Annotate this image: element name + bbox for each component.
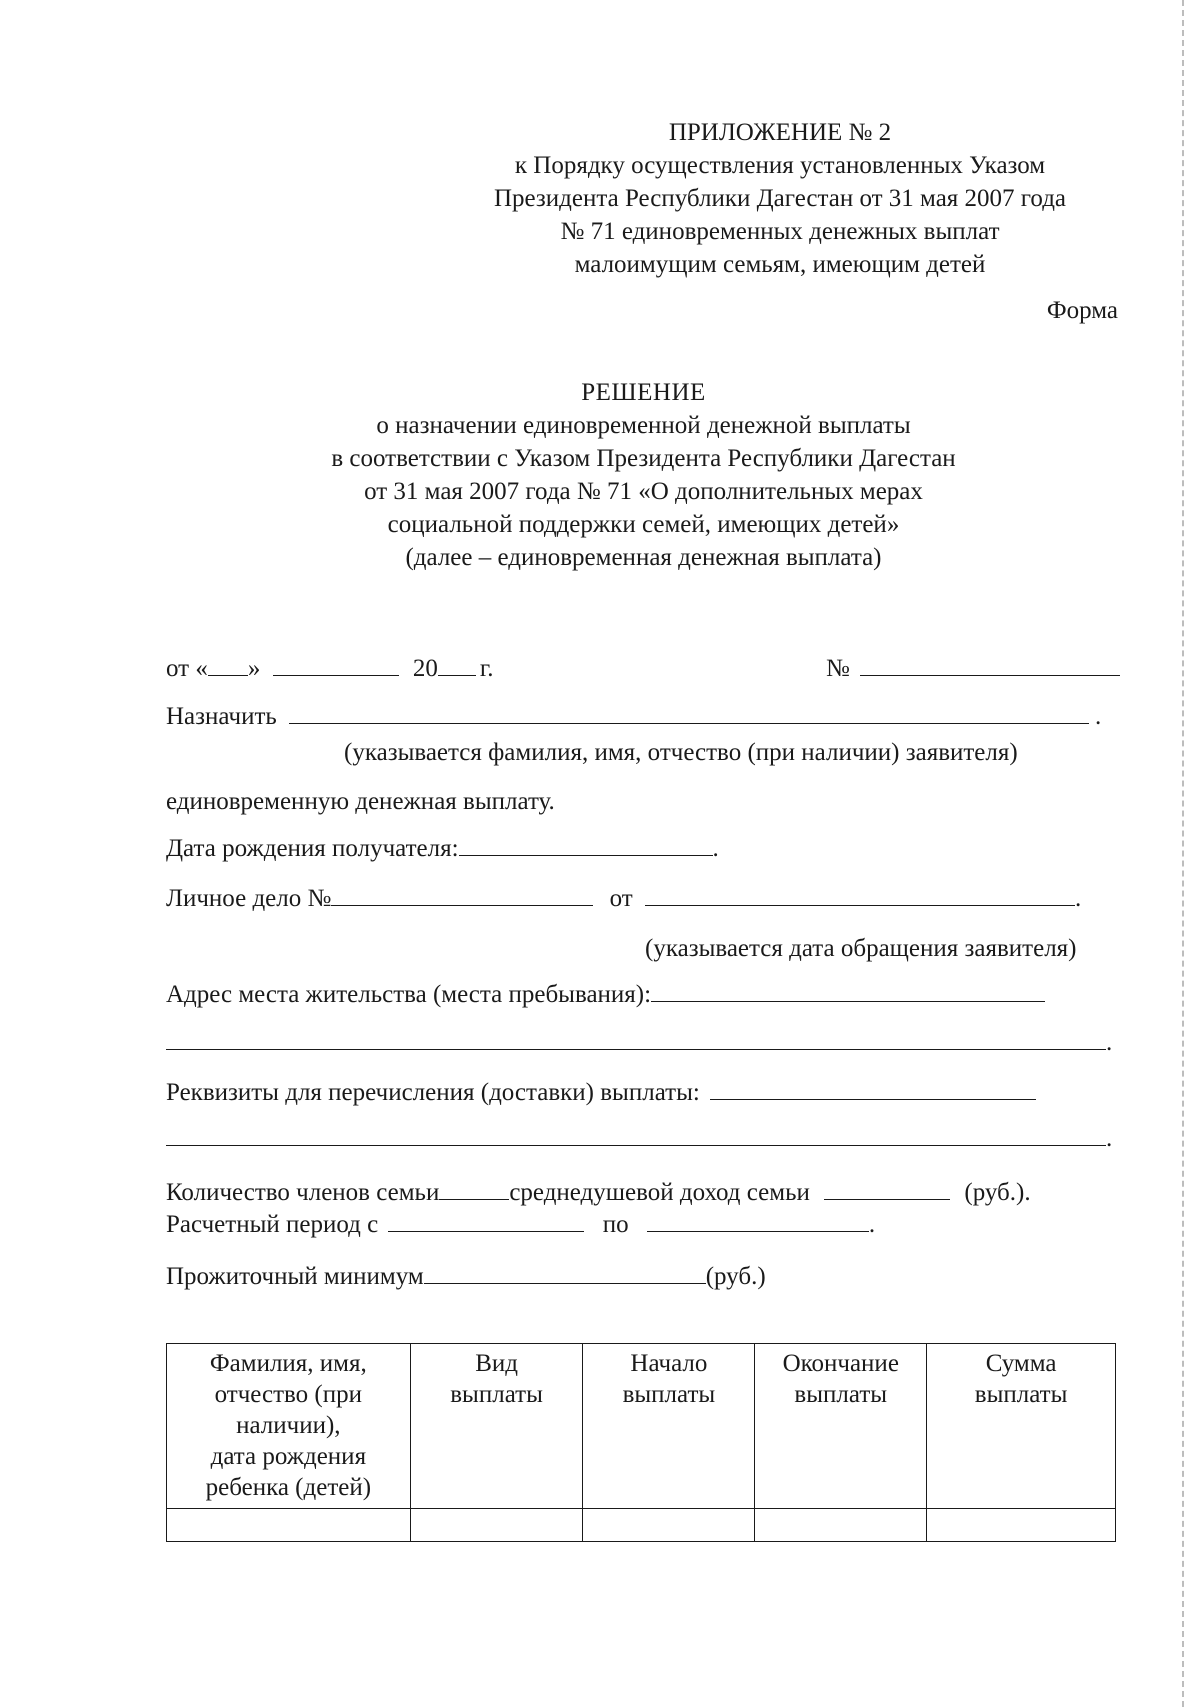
family-count-blank[interactable] (439, 1198, 509, 1200)
requisites-period: . (1106, 1125, 1113, 1152)
header-line: выплаты (794, 1381, 888, 1408)
number-blank[interactable] (860, 674, 1120, 676)
requisites-label: Реквизиты для перечисления (доставки) выплаты: (166, 1079, 700, 1106)
rub-suffix: (руб.). (964, 1179, 1031, 1206)
col-header-payment-type (410, 1344, 583, 1509)
period-start-blank[interactable] (388, 1230, 584, 1232)
table-row (167, 1509, 1116, 1542)
address-label: Адрес места жительства (места пребывания): (166, 981, 652, 1008)
assign-label: Назначить (166, 703, 277, 730)
period-end-blank[interactable] (647, 1230, 869, 1232)
requisites-blank-2[interactable] (166, 1144, 1106, 1146)
header-line: выплаты (974, 1381, 1068, 1408)
birth-date-blank[interactable] (459, 854, 713, 856)
date-prefix: от « (166, 655, 208, 682)
applicant-name-blank[interactable] (289, 722, 1089, 724)
header-line: Вид (475, 1350, 518, 1377)
appendix-line: Президента Республики Дагестан от 31 мая 2007 года (493, 185, 1067, 212)
birth-period: . (712, 835, 719, 862)
minimum-row (166, 1264, 766, 1289)
date-year: 20 (412, 655, 438, 682)
day-blank[interactable] (208, 674, 248, 676)
minimum-label: Прожиточный минимум (166, 1263, 424, 1290)
payment-text: единовременную денежная выплату. (166, 788, 555, 815)
period-dot: . (868, 1211, 876, 1238)
title-line: в соответствии с Указом Президента Республики Дагестан (331, 445, 956, 472)
minimum-rub: (руб.) (705, 1263, 766, 1290)
header-line: выплаты (622, 1381, 716, 1408)
header-line: Сумма (985, 1350, 1057, 1377)
case-number-blank[interactable] (331, 904, 593, 906)
number-row (826, 656, 1120, 681)
case-date-blank[interactable] (645, 904, 1075, 906)
case-from: от (609, 885, 633, 912)
table-header-row (167, 1344, 1116, 1509)
assign-row (166, 704, 1101, 729)
document-title (0, 376, 1200, 574)
title-line: от 31 мая 2007 года № 71 «О дополнительных мерах (364, 478, 923, 505)
col-header-payment-start (583, 1344, 755, 1509)
address-period: . (1106, 1029, 1113, 1056)
case-label: Личное дело № (166, 885, 332, 912)
assign-period: . (1095, 703, 1102, 730)
col-header-payment-amount (927, 1344, 1116, 1509)
year-blank[interactable] (438, 674, 476, 676)
address-row-2 (166, 1030, 1112, 1055)
birth-label: Дата рождения получателя: (166, 835, 459, 862)
case-period: . (1074, 885, 1082, 912)
payments-table (166, 1343, 1116, 1542)
title-heading: РЕШЕНИЕ (581, 379, 706, 406)
date-row (166, 656, 494, 681)
case-row (166, 886, 1081, 911)
appendix-title: ПРИЛОЖЕНИЕ № 2 (668, 119, 892, 146)
period-to: по (602, 1211, 629, 1238)
date-quote-close: » (247, 655, 261, 682)
requisites-blank[interactable] (710, 1098, 1036, 1100)
table-cell[interactable] (927, 1509, 1116, 1542)
assign-hint: (указывается фамилия, имя, отчество (при наличии) заявителя) (344, 739, 1018, 766)
month-blank[interactable] (273, 674, 399, 676)
birth-row (166, 836, 719, 861)
address-blank-2[interactable] (166, 1048, 1106, 1050)
col-header-payment-end (755, 1344, 927, 1509)
appendix-line: № 71 единовременных денежных выплат (560, 218, 1000, 245)
header-line: наличии), (236, 1412, 341, 1439)
family-label: Количество членов семьи (166, 1179, 440, 1206)
header-line: Окончание (782, 1350, 899, 1377)
income-label: среднедушевой доход семьи (509, 1179, 810, 1206)
income-blank[interactable] (824, 1198, 950, 1200)
family-row (166, 1180, 1031, 1205)
header-line: отчество (при (214, 1381, 363, 1408)
col-header-child (167, 1344, 411, 1509)
appendix-line: к Порядку осуществления установленных Указом (514, 152, 1046, 179)
title-line: (далее – единовременная денежная выплата) (405, 544, 882, 571)
header-line: Фамилия, имя, (209, 1350, 367, 1377)
number-label: № (826, 655, 850, 682)
scan-edge (1182, 0, 1200, 1707)
case-hint: (указывается дата обращения заявителя) (645, 935, 1077, 962)
table-cell[interactable] (755, 1509, 927, 1542)
requisites-row-2 (166, 1126, 1112, 1151)
title-line: о назначении единовременной денежной выплаты (376, 412, 911, 439)
header-line: ребенка (детей) (205, 1474, 372, 1501)
requisites-row (166, 1080, 1036, 1105)
appendix-header (440, 116, 1120, 281)
header-line: Начало (630, 1350, 708, 1377)
address-row (166, 982, 1045, 1007)
period-row (166, 1212, 875, 1237)
address-blank[interactable] (651, 1000, 1045, 1002)
minimum-blank[interactable] (424, 1282, 706, 1284)
table-cell[interactable] (167, 1509, 411, 1542)
header-line: дата рождения (210, 1443, 367, 1470)
table-cell[interactable] (583, 1509, 755, 1542)
table-cell[interactable] (410, 1509, 583, 1542)
appendix-line: малоимущим семьям, имеющим детей (574, 251, 986, 278)
header-line: выплаты (450, 1381, 543, 1408)
period-label: Расчетный период с (166, 1211, 379, 1238)
form-label: Форма (1046, 297, 1118, 324)
title-line: социальной поддержки семей, имеющих детей» (387, 511, 900, 538)
date-year-suffix: г. (479, 655, 494, 682)
